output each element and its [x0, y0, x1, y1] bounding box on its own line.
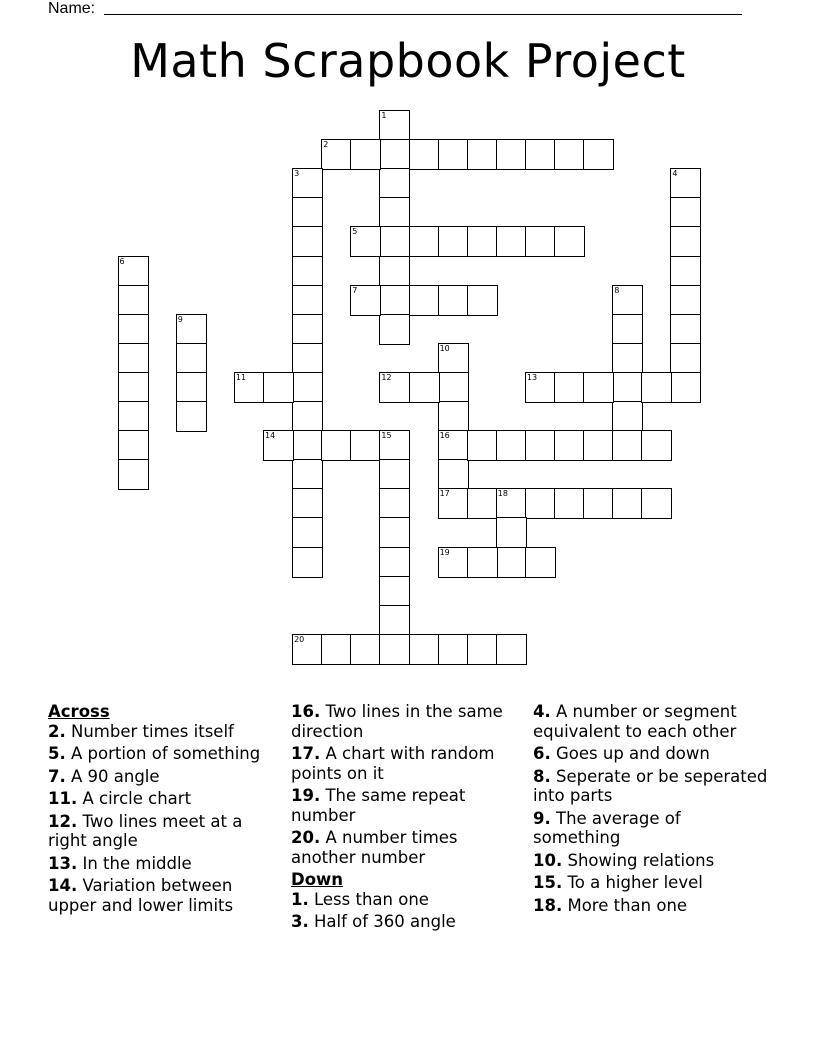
- grid-cell[interactable]: [321, 634, 352, 665]
- grid-cell[interactable]: [467, 430, 498, 461]
- clue-text: Number times itself: [65, 721, 234, 741]
- clue-across-19: [291, 786, 521, 825]
- grid-cell[interactable]: [118, 459, 149, 490]
- clue-across-13: [48, 854, 278, 874]
- grid-cell[interactable]: [409, 226, 440, 257]
- clue-down-4: [533, 702, 773, 741]
- clue-text: A number or segment equivalent to each other: [533, 702, 737, 741]
- grid-cell[interactable]: [438, 547, 469, 578]
- across-heading: Across: [48, 702, 110, 721]
- grid-cell[interactable]: [350, 285, 381, 316]
- clue-number: 4.: [533, 702, 551, 721]
- grid-cell[interactable]: [496, 430, 527, 461]
- clue-number: 8.: [533, 766, 551, 786]
- clue-text: The same repeat number: [291, 786, 466, 825]
- grid-cell[interactable]: [525, 226, 556, 257]
- grid-cell[interactable]: [641, 372, 672, 403]
- grid-cell[interactable]: [292, 197, 323, 228]
- grid-cell[interactable]: [525, 372, 556, 403]
- grid-cell[interactable]: [554, 139, 585, 170]
- grid-cell[interactable]: [438, 226, 469, 257]
- clues-column-3: [533, 702, 773, 918]
- grid-cell[interactable]: [641, 488, 672, 519]
- clue-number: 11.: [48, 789, 78, 808]
- grid-cell[interactable]: [438, 372, 469, 403]
- grid-cell[interactable]: [118, 343, 149, 374]
- clue-text: The average of something: [533, 808, 681, 847]
- clue-text: A portion of something: [65, 744, 261, 763]
- clue-text: A 90 angle: [65, 766, 160, 786]
- grid-cell[interactable]: [670, 372, 701, 403]
- clue-number: 20.: [291, 828, 321, 847]
- grid-cell[interactable]: [409, 634, 440, 665]
- grid-cell[interactable]: [525, 430, 556, 461]
- clue-number: 2: [323, 140, 329, 150]
- grid-cell[interactable]: [118, 401, 149, 432]
- grid-cell[interactable]: [379, 372, 410, 403]
- grid-cell[interactable]: [234, 372, 265, 403]
- grid-cell[interactable]: [467, 634, 498, 665]
- grid-cell[interactable]: [350, 139, 381, 170]
- grid-cell[interactable]: [554, 488, 585, 519]
- grid-cell[interactable]: [525, 488, 556, 519]
- clue-number: 19.: [291, 786, 321, 805]
- grid-cell[interactable]: [379, 314, 410, 345]
- clue-number: 12.: [48, 811, 78, 831]
- clue-number: 10.: [533, 850, 563, 870]
- grid-cell[interactable]: [379, 168, 410, 199]
- grid-cell[interactable]: [496, 547, 527, 578]
- grid-cell[interactable]: [612, 314, 643, 345]
- clue-across-2: [48, 722, 278, 742]
- grid-cell[interactable]: [292, 285, 323, 316]
- grid-cell[interactable]: [379, 226, 410, 257]
- grid-cell[interactable]: [583, 372, 614, 403]
- grid-cell[interactable]: [496, 517, 527, 548]
- grid-cell[interactable]: [292, 256, 323, 287]
- clue-number: 20: [294, 634, 305, 644]
- grid-cell[interactable]: [583, 488, 614, 519]
- clue-across-11: [48, 789, 278, 809]
- grid-cell[interactable]: [379, 459, 410, 490]
- grid-cell[interactable]: [641, 430, 672, 461]
- grid-cell[interactable]: [118, 256, 149, 287]
- clue-number: 10: [439, 343, 450, 353]
- grid-cell[interactable]: [118, 285, 149, 316]
- grid-cell[interactable]: [292, 401, 323, 432]
- grid-cell[interactable]: [612, 343, 643, 374]
- clue-across-16: [291, 702, 521, 741]
- grid-cell[interactable]: [263, 372, 294, 403]
- grid-cell[interactable]: [292, 372, 323, 403]
- grid-cell[interactable]: [467, 547, 498, 578]
- grid-cell[interactable]: [379, 517, 410, 548]
- clue-number: 6: [119, 256, 125, 266]
- grid-cell[interactable]: [350, 430, 381, 461]
- grid-cell[interactable]: [496, 488, 527, 519]
- grid-cell[interactable]: [409, 139, 440, 170]
- clue-down-18: [533, 896, 773, 916]
- grid-cell[interactable]: [379, 605, 410, 636]
- clue-number: 7.: [48, 766, 66, 786]
- grid-cell[interactable]: [438, 285, 469, 316]
- grid-cell[interactable]: [176, 401, 207, 432]
- clue-text: More than one: [562, 895, 688, 915]
- clue-text: Half of 360 angle: [308, 912, 456, 931]
- clue-number: 9.: [533, 808, 551, 828]
- clue-number: 18: [497, 489, 508, 499]
- clue-number: 1.: [291, 889, 309, 909]
- grid-cell[interactable]: [438, 430, 469, 461]
- grid-cell[interactable]: [176, 343, 207, 374]
- clue-number: 13.: [48, 853, 78, 873]
- clue-down-8: [533, 767, 773, 806]
- grid-cell[interactable]: [583, 430, 614, 461]
- grid-cell[interactable]: [438, 343, 469, 374]
- clue-across-12: [48, 812, 278, 851]
- clue-number: 14.: [48, 876, 78, 895]
- grid-cell[interactable]: [321, 139, 352, 170]
- grid-cell[interactable]: [467, 139, 498, 170]
- grid-cell[interactable]: [554, 372, 585, 403]
- clue-number: 16.: [291, 702, 321, 721]
- clue-text: Two lines meet at a right angle: [48, 811, 243, 850]
- clue-number: 19: [439, 547, 450, 557]
- clue-number: 4: [672, 169, 678, 179]
- clue-down-15: [533, 873, 773, 893]
- grid-cell[interactable]: [554, 226, 585, 257]
- grid-cell[interactable]: [321, 430, 352, 461]
- grid-cell[interactable]: [670, 168, 701, 199]
- grid-cell[interactable]: [670, 314, 701, 345]
- grid-cell[interactable]: [118, 430, 149, 461]
- clue-number: 3.: [291, 912, 309, 931]
- grid-cell[interactable]: [379, 139, 410, 170]
- grid-cell[interactable]: [409, 372, 440, 403]
- name-label: Name:: [48, 0, 96, 17]
- grid-cell[interactable]: [525, 139, 556, 170]
- clue-text: A circle chart: [77, 789, 192, 808]
- grid-cell[interactable]: [438, 459, 469, 490]
- grid-cell[interactable]: [379, 488, 410, 519]
- grid-cell[interactable]: [438, 139, 469, 170]
- grid-cell[interactable]: [176, 372, 207, 403]
- grid-cell[interactable]: [496, 139, 527, 170]
- clue-number: 5.: [48, 744, 66, 763]
- grid-cell[interactable]: [379, 547, 410, 578]
- grid-cell[interactable]: [612, 430, 643, 461]
- clue-text: Two lines in the same direction: [291, 702, 503, 741]
- clue-number: 18.: [533, 895, 563, 915]
- clue-number: 5: [352, 227, 358, 237]
- clues-column-2: [291, 702, 521, 935]
- down-heading: Down: [291, 870, 344, 889]
- clue-text: A number times another number: [291, 828, 458, 867]
- grid-cell[interactable]: [292, 430, 323, 461]
- clue-down-3: [291, 912, 521, 932]
- clue-across-14: [48, 876, 278, 915]
- clue-across-5: [48, 744, 278, 764]
- grid-cell[interactable]: [379, 197, 410, 228]
- grid-cell[interactable]: [670, 285, 701, 316]
- grid-cell[interactable]: [467, 488, 498, 519]
- clue-text: In the middle: [77, 853, 192, 873]
- clue-number: 9: [177, 314, 183, 324]
- clue-number: 2.: [48, 721, 66, 741]
- clue-text: Showing relations: [562, 850, 715, 870]
- clue-text: Seperate or be seperated into parts: [533, 766, 768, 805]
- clue-number: 8: [614, 285, 620, 295]
- grid-cell[interactable]: [292, 634, 323, 665]
- grid-cell[interactable]: [118, 314, 149, 345]
- grid-cell[interactable]: [612, 372, 643, 403]
- grid-cell[interactable]: [379, 285, 410, 316]
- clue-number: 1: [381, 111, 387, 120]
- grid-cell[interactable]: [292, 488, 323, 519]
- grid-cell[interactable]: [670, 343, 701, 374]
- grid-cell[interactable]: [438, 634, 469, 665]
- grid-cell[interactable]: [438, 488, 469, 519]
- grid-cell[interactable]: [583, 139, 614, 170]
- grid-cell[interactable]: [292, 517, 323, 548]
- grid-cell[interactable]: [379, 576, 410, 607]
- grid-cell[interactable]: [379, 256, 410, 287]
- grid-cell[interactable]: [379, 110, 410, 141]
- grid-cell[interactable]: [612, 401, 643, 432]
- clue-down-9: [533, 809, 773, 848]
- grid-cell[interactable]: [379, 430, 410, 461]
- grid-cell[interactable]: [670, 197, 701, 228]
- clue-text: Variation between upper and lower limits: [48, 876, 234, 915]
- grid-cell[interactable]: [292, 314, 323, 345]
- clue-down-10: [533, 851, 773, 871]
- grid-cell[interactable]: [467, 285, 498, 316]
- grid-cell[interactable]: [670, 226, 701, 257]
- grid-cell[interactable]: [496, 634, 527, 665]
- grid-cell[interactable]: [438, 401, 469, 432]
- clue-number: 7: [352, 285, 358, 295]
- clue-text: To a higher level: [562, 873, 703, 892]
- grid-cell[interactable]: [292, 459, 323, 490]
- clue-number: 14: [265, 431, 276, 441]
- clue-number: 12: [381, 372, 392, 382]
- clue-number: 16: [439, 431, 450, 441]
- grid-cell[interactable]: [670, 256, 701, 287]
- grid-cell[interactable]: [409, 285, 440, 316]
- clue-number: 17.: [291, 744, 321, 763]
- page-title: Math Scrapbook Project: [130, 34, 686, 88]
- grid-cell[interactable]: [292, 547, 323, 578]
- clue-number: 13: [526, 372, 538, 382]
- clue-text: A chart with random points on it: [291, 744, 495, 783]
- clue-number: 6.: [533, 744, 551, 763]
- grid-cell[interactable]: [292, 168, 323, 199]
- grid-cell[interactable]: [118, 372, 149, 403]
- grid-cell[interactable]: [612, 488, 643, 519]
- clues-column-1: [48, 702, 278, 918]
- grid-cell[interactable]: [263, 430, 294, 461]
- clue-across-7: [48, 767, 278, 787]
- clue-text: Goes up and down: [550, 744, 710, 763]
- grid-cell[interactable]: [176, 314, 207, 345]
- clue-number: 15: [381, 431, 392, 441]
- grid-cell[interactable]: [350, 634, 381, 665]
- grid-cell[interactable]: [350, 226, 381, 257]
- grid-cell[interactable]: [525, 547, 556, 578]
- grid-cell[interactable]: [496, 226, 527, 257]
- grid-cell[interactable]: [467, 226, 498, 257]
- clue-down-6: [533, 744, 773, 764]
- clue-across-20: [291, 828, 521, 867]
- clue-text: Less than one: [308, 889, 429, 909]
- grid-cell[interactable]: [554, 430, 585, 461]
- clue-number: 11: [235, 372, 247, 382]
- grid-cell[interactable]: [292, 343, 323, 374]
- clue-down-1: [291, 890, 521, 910]
- grid-cell[interactable]: [292, 226, 323, 257]
- clue-number: 15.: [533, 873, 563, 892]
- clue-number: 3: [294, 169, 300, 179]
- grid-cell[interactable]: [612, 285, 643, 316]
- grid-cell[interactable]: [379, 634, 410, 665]
- clue-across-17: [291, 744, 521, 783]
- clue-number: 17: [439, 489, 450, 499]
